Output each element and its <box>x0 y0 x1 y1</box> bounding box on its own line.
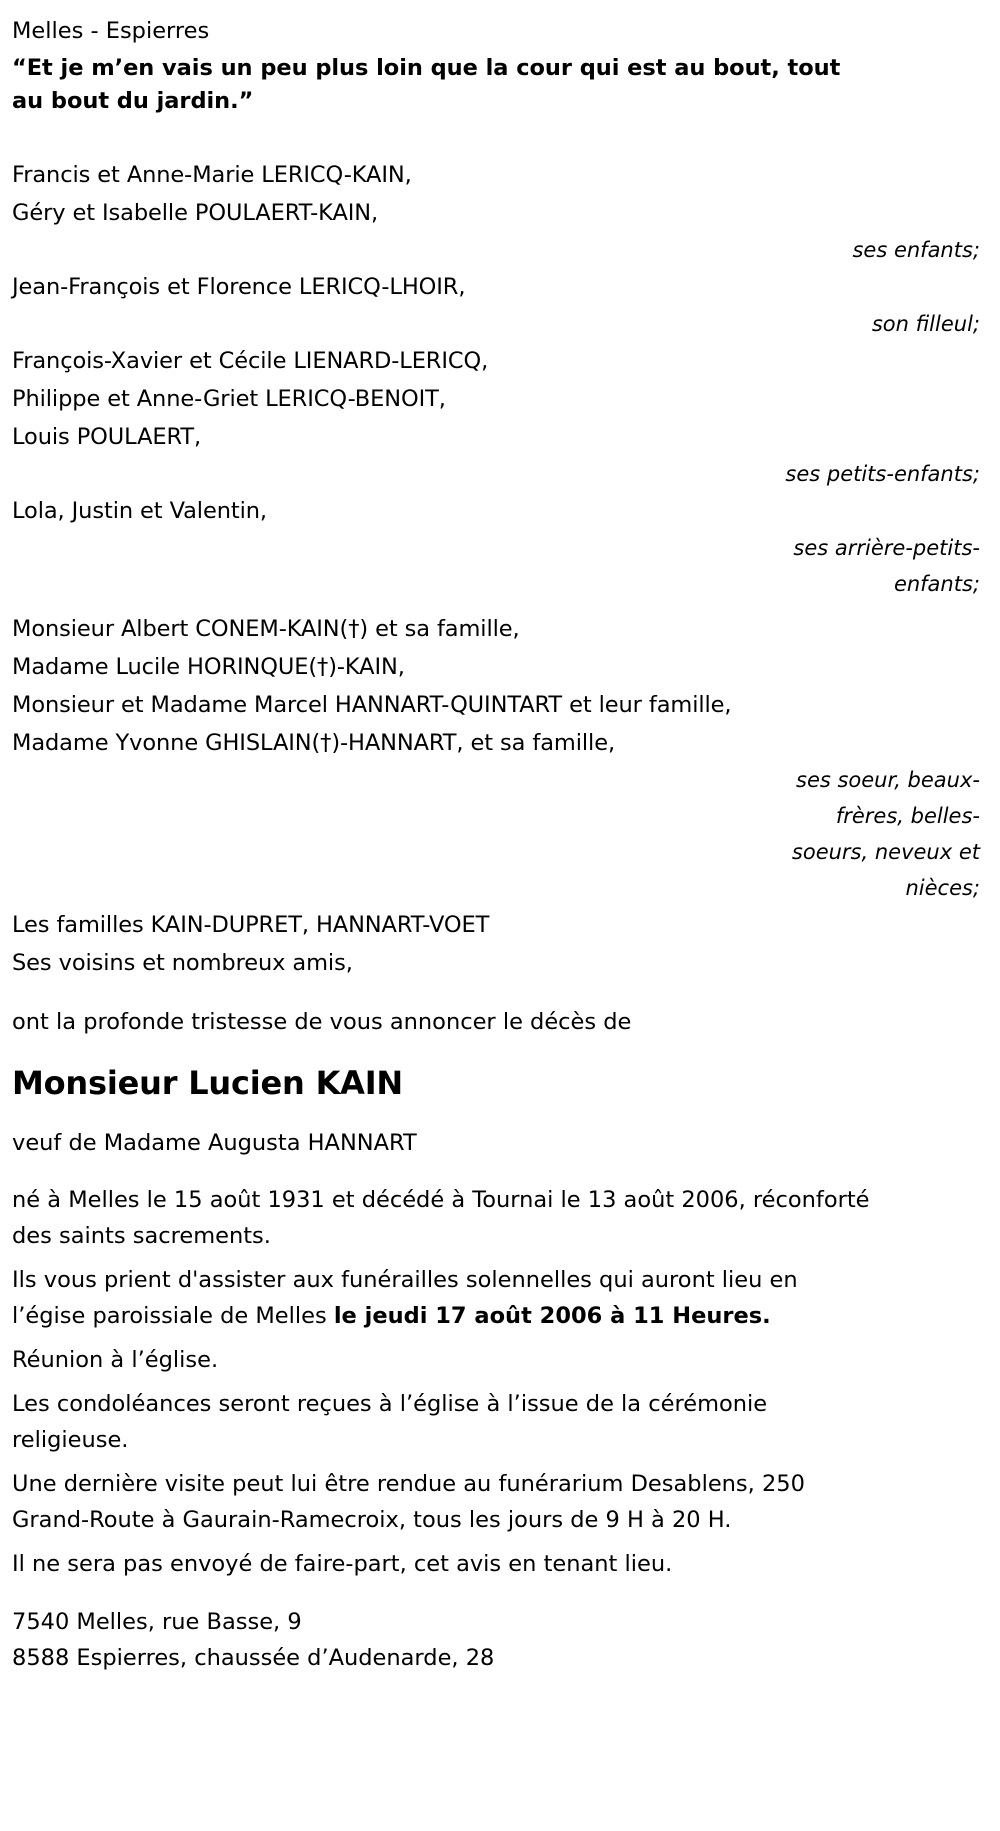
spacer <box>12 118 988 156</box>
family-name-line: Jean-François et Florence LERICQ-LHOIR, <box>12 274 466 300</box>
family-name-line: Monsieur et Madame Marcel HANNART-QUINTART et leur famille, <box>12 692 732 718</box>
spacer <box>12 602 988 610</box>
address-line: 7540 Melles, rue Basse, 9 <box>12 1609 302 1635</box>
family-name-line: Madame Yvonne GHISLAIN(†)-HANNART, et sa famille, <box>12 730 615 756</box>
family-name-line: Monsieur Albert CONEM-KAIN(†) et sa famille, <box>12 616 520 642</box>
role-line: ses soeur, beaux- <box>796 768 980 792</box>
family-name-line: Les familles KAIN-DUPRET, HANNART-VOET <box>12 912 490 938</box>
spacer <box>12 1458 988 1466</box>
family-name-line: Madame Lucile HORINQUE(†)-KAIN, <box>12 654 405 680</box>
role-label-grandchildren <box>12 456 988 492</box>
role-line: ses enfants; <box>852 238 980 262</box>
address-line: 8588 Espierres, chaussée d’Audenarde, 28 <box>12 1645 495 1671</box>
spacer <box>12 1104 988 1126</box>
spacer <box>12 1254 988 1262</box>
role-line: son filleul; <box>871 312 980 336</box>
deceased-name: Monsieur Lucien KAIN <box>12 1064 404 1102</box>
role-line: nièces; <box>905 876 980 900</box>
family-name-line: Philippe et Anne-Griet LERICQ-BENOIT, <box>12 386 446 412</box>
funeral-text: Ils vous prient d'assister aux funérailles solennelles qui auront lieu en l’égise paroissiale de Melles <box>12 1267 798 1329</box>
role-line: ses arrière-petits- <box>793 536 980 560</box>
memorial-quote: “Et je m’en vais un peu plus loin que la cour qui est au bout, tout au bout du jardin.” <box>12 55 841 114</box>
family-name-line: Lola, Justin et Valentin, <box>12 498 267 524</box>
grandchildren-group <box>12 342 988 456</box>
role-line: soeurs, neveux et <box>791 840 980 864</box>
spacer <box>12 1538 988 1546</box>
family-name-line: Francis et Anne-Marie LERICQ-KAIN, <box>12 162 412 188</box>
spacer <box>12 1582 988 1604</box>
role-label-siblings-in-law <box>715 762 988 906</box>
birth-death-paragraph: né à Melles le 15 août 1931 et décédé à Tournai le 13 août 2006, réconforté des saints sacrements. <box>12 1187 870 1249</box>
spacer <box>12 1040 988 1062</box>
funeral-paragraph <box>12 1262 872 1334</box>
spacer <box>12 1334 988 1342</box>
role-label-great-grandchildren <box>730 530 988 602</box>
announcement-intro: ont la profonde tristesse de vous annoncer le décès de <box>12 1009 632 1035</box>
spacer <box>12 1378 988 1386</box>
other-families-group <box>12 906 988 982</box>
spacer <box>12 982 988 1004</box>
role-line: ses petits-enfants; <box>785 462 980 486</box>
role-line: frères, belles- <box>835 804 980 828</box>
role-line: enfants; <box>893 572 980 596</box>
family-name-line: Ses voisins et nombreux amis, <box>12 950 353 976</box>
no-invitation-paragraph: Il ne sera pas envoyé de faire-part, cet avis en tenant lieu. <box>12 1551 673 1577</box>
godson-group <box>12 268 988 306</box>
family-name-line: François-Xavier et Cécile LIENARD-LERICQ, <box>12 348 489 374</box>
children-group <box>12 156 988 232</box>
funeral-datetime: le jeudi 17 août 2006 à 11 Heures. <box>333 1303 771 1329</box>
visitation-paragraph: Une dernière visite peut lui être rendue au funérarium Desablens, 250 Grand-Route à Gaurain-Ramecroix, tous les jours de 9 H à 20 H. <box>12 1471 805 1533</box>
locality-line: Melles - Espierres <box>12 18 210 44</box>
condolences-paragraph: Les condoléances seront reçues à l’église à l’issue de la cérémonie religieuse. <box>12 1391 768 1453</box>
role-label-children <box>12 232 988 268</box>
spouse-line: veuf de Madame Augusta HANNART <box>12 1130 417 1156</box>
family-name-line: Géry et Isabelle POULAERT-KAIN, <box>12 200 379 226</box>
siblings-in-law-group <box>12 610 988 762</box>
gathering-paragraph: Réunion à l’église. <box>12 1347 219 1373</box>
role-label-godson <box>12 306 988 342</box>
great-grandchildren-group <box>12 492 988 530</box>
spacer <box>12 1160 988 1182</box>
family-name-line: Louis POULAERT, <box>12 424 202 450</box>
